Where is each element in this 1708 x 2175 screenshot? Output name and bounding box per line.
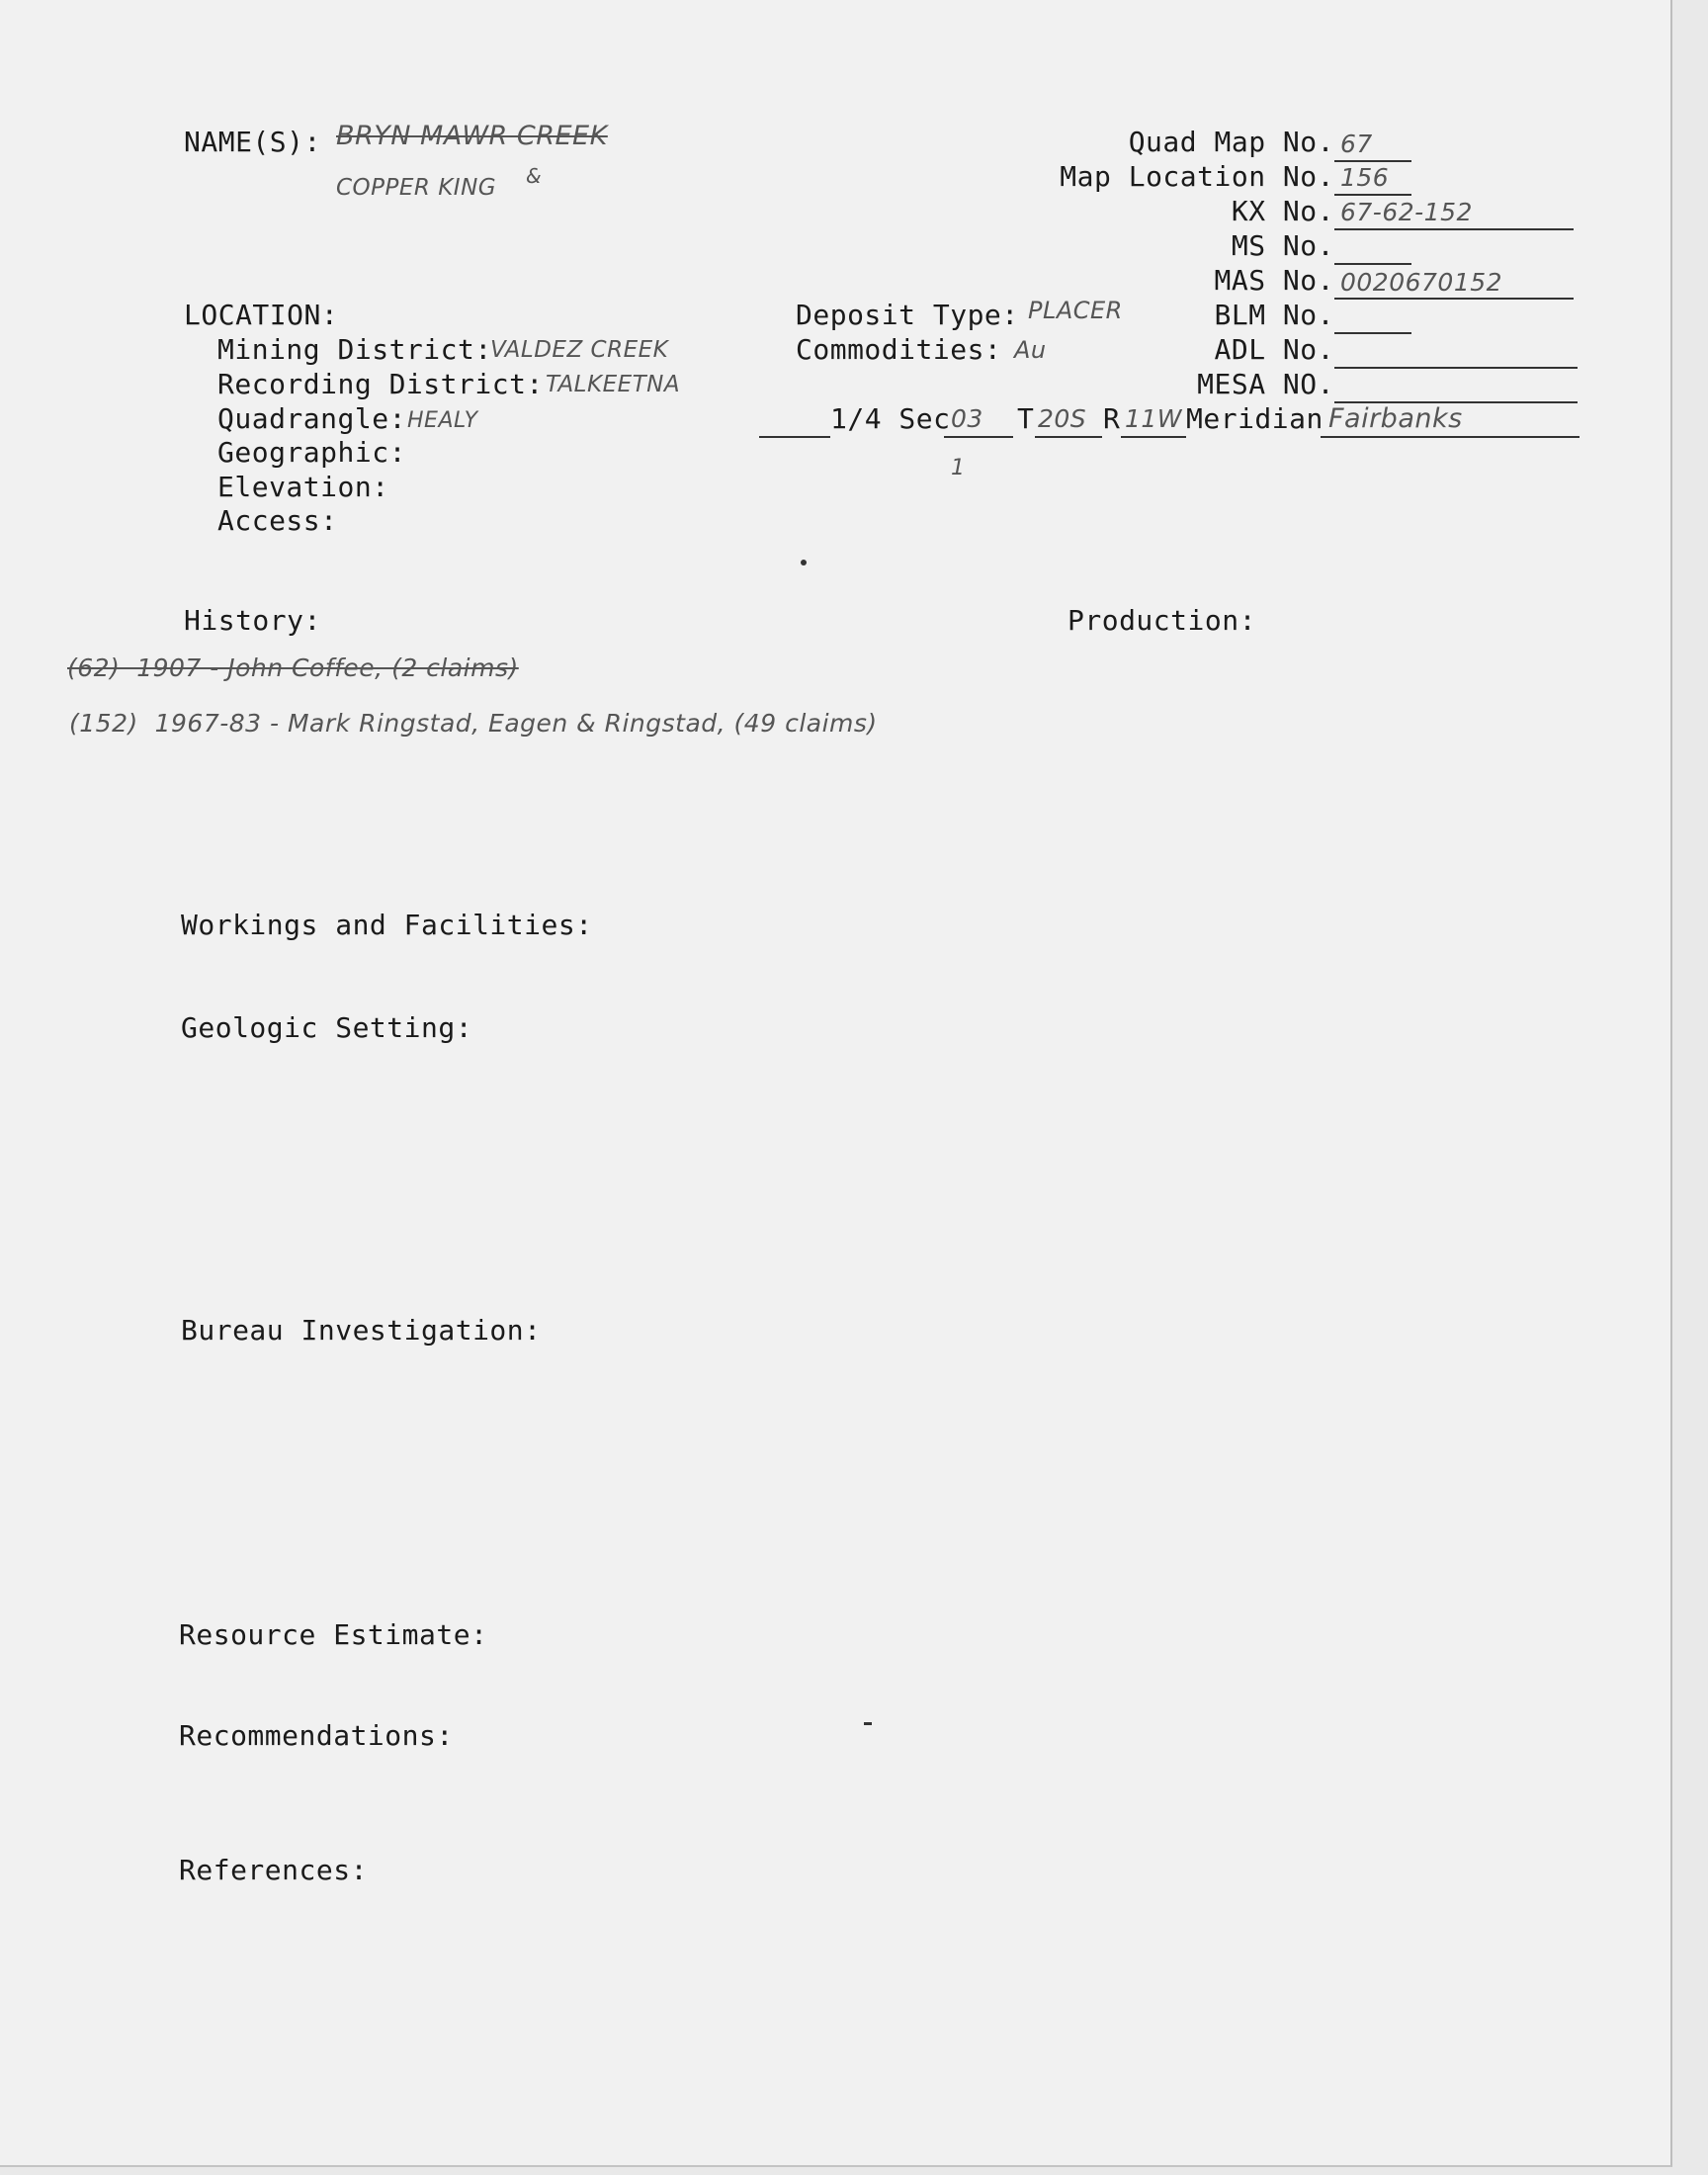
meridian-line <box>1321 436 1580 438</box>
history-entry-1: (62) 1907 - John Coffee, (2 claims) <box>67 653 519 682</box>
map-location-label: Map Location No. <box>1060 160 1334 193</box>
quadrangle-value: HEALY <box>407 408 478 433</box>
mining-district-label: Mining District: <box>217 333 492 366</box>
commodities-label: Commodities: <box>796 333 1002 366</box>
mesa-label: MESA NO. <box>1197 368 1334 400</box>
map-location-value: 156 <box>1340 163 1390 192</box>
workings-facilities-label: Workings and Facilities: <box>181 909 593 941</box>
meridian-value: Fairbanks <box>1328 403 1463 434</box>
range-value: 11W <box>1125 404 1183 433</box>
history-entry-2: (152) 1967-83 - Mark Ringstad, Eagen & Ringstad, (49 claims) <box>69 709 878 738</box>
township-line <box>1035 436 1102 438</box>
ms-label: MS No. <box>1231 229 1334 262</box>
blm-line <box>1334 332 1411 334</box>
location-label: LOCATION: <box>184 299 339 331</box>
scan-speck <box>801 560 807 566</box>
deposit-type-label: Deposit Type: <box>796 299 1019 331</box>
recording-district-label: Recording District: <box>217 368 544 400</box>
elevation-label: Elevation: <box>217 471 389 503</box>
elevation-mark: 1 <box>951 456 966 480</box>
name-current-text: COPPER KING <box>336 175 497 201</box>
mas-value: 0020670152 <box>1340 268 1503 297</box>
kx-line <box>1334 228 1574 230</box>
scan-speck <box>864 1722 872 1725</box>
meridian-label: Meridian <box>1186 402 1324 435</box>
bureau-investigation-label: Bureau Investigation: <box>181 1314 542 1347</box>
geologic-setting-label: Geologic Setting: <box>181 1011 473 1044</box>
commodities-value: Au <box>1014 336 1047 364</box>
quad-map-line <box>1334 160 1411 162</box>
resource-estimate-label: Resource Estimate: <box>179 1618 488 1651</box>
sec-line <box>944 436 1013 438</box>
references-label: References: <box>179 1854 368 1886</box>
range-label: R <box>1103 402 1121 435</box>
ms-line <box>1334 263 1411 265</box>
production-label: Production: <box>1068 604 1256 637</box>
sec-value: 03 <box>951 404 983 433</box>
mas-label: MAS No. <box>1214 264 1334 297</box>
history-label: History: <box>184 604 321 637</box>
mas-line <box>1334 298 1574 300</box>
blm-label: BLM No. <box>1214 299 1334 331</box>
adl-label: ADL No. <box>1214 333 1334 366</box>
range-line <box>1121 436 1186 438</box>
quarter-line <box>759 436 830 438</box>
quadrangle-label: Quadrangle: <box>217 402 406 435</box>
geographic-label: Geographic: <box>217 436 406 469</box>
quad-map-label: Quad Map No. <box>1128 126 1334 158</box>
recording-district-value: TALKEETNA <box>546 372 681 397</box>
adl-line <box>1334 367 1578 369</box>
mining-district-value: VALDEZ CREEK <box>490 337 669 363</box>
kx-label: KX No. <box>1231 195 1334 227</box>
name-struck-text: BRYN MAWR CREEK <box>336 121 608 151</box>
access-label: Access: <box>217 504 338 537</box>
name-ampersand-mark: & <box>526 164 543 188</box>
township-value: 20S <box>1038 404 1087 433</box>
map-location-line <box>1334 194 1411 196</box>
quad-map-value: 67 <box>1340 130 1373 158</box>
kx-value: 67-62-152 <box>1340 198 1473 226</box>
quarter-sec-label: 1/4 Sec <box>830 402 951 435</box>
township-label: T <box>1017 402 1035 435</box>
deposit-type-value: PLACER <box>1028 297 1123 324</box>
names-label: NAME(S): <box>184 126 321 158</box>
recommendations-label: Recommendations: <box>179 1719 454 1752</box>
